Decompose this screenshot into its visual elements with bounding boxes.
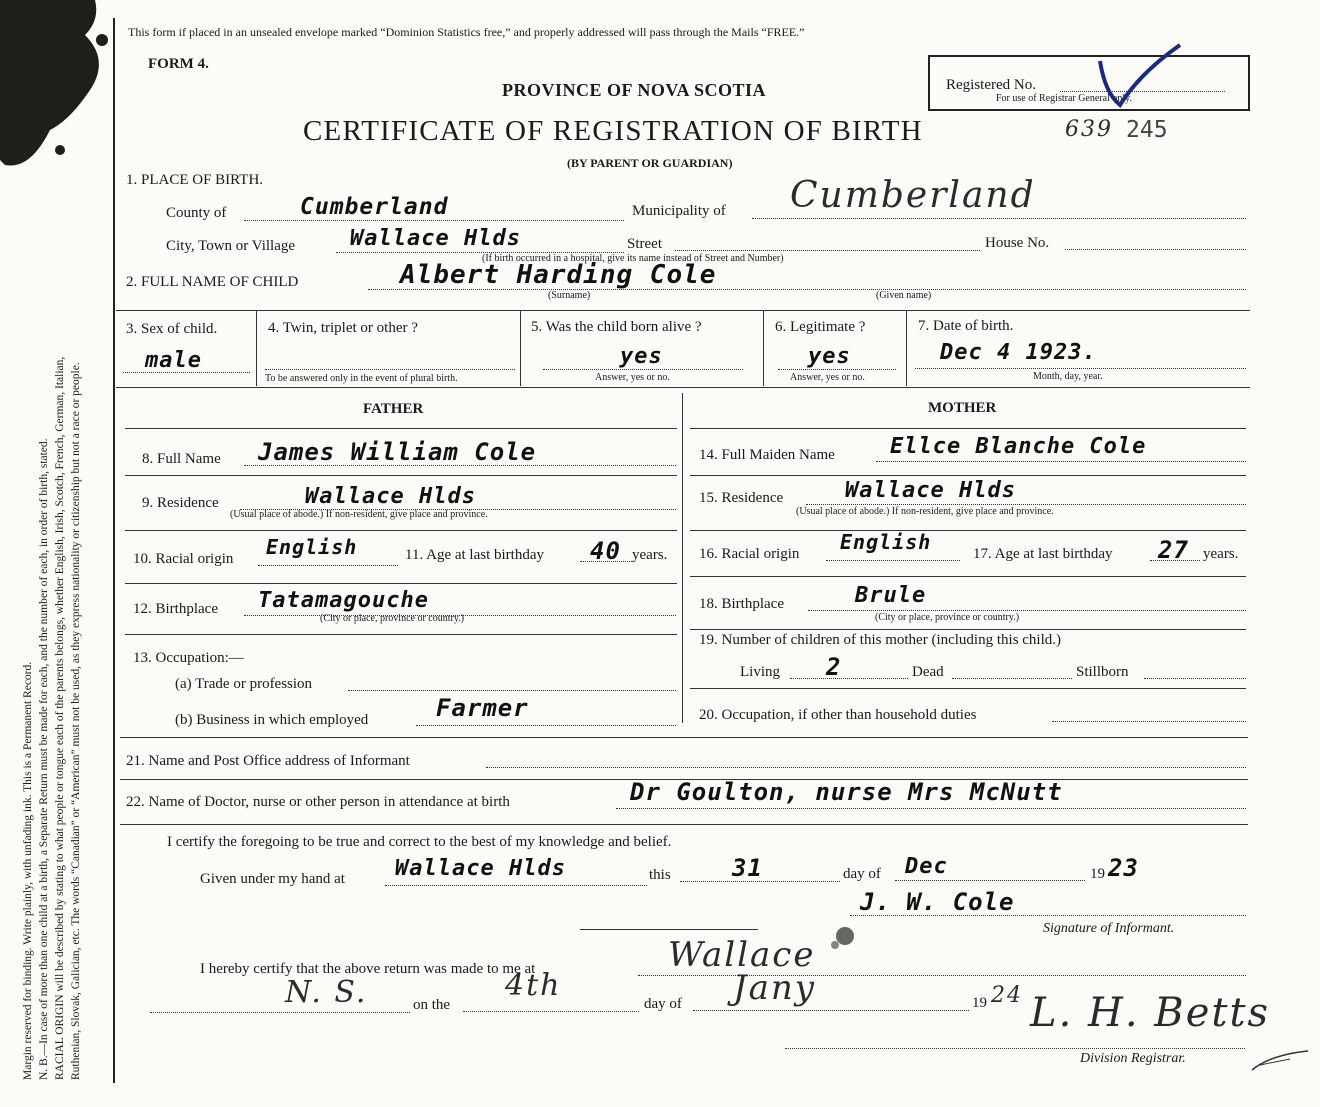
registration-note: For use of Registrar General only.: [996, 93, 1132, 104]
page-subtitle: (BY PARENT OR GUARDIAN): [567, 156, 733, 170]
father-race-label: 10. Racial origin: [133, 551, 234, 567]
pen-flourish: [1250, 1045, 1310, 1075]
twin-note: To be answered only in the event of plural birth.: [265, 373, 458, 384]
mother-children-label: 19. Number of children of this mother (including this child.): [699, 632, 1062, 648]
place-of-birth-heading: 1. PLACE OF BIRTH.: [126, 172, 264, 188]
father-occupation-label: 13. Occupation:—: [133, 650, 244, 666]
mother-living-label: Living: [740, 664, 780, 680]
registrar-day-value: 4th: [505, 968, 562, 1003]
registrar-signature: L. H. Betts: [1030, 990, 1271, 1036]
mother-birthplace-label: 18. Birthplace: [699, 596, 784, 612]
informant-label: 21. Name and Post Office address of Informant: [126, 753, 410, 769]
day-of-label: day of: [843, 866, 881, 882]
mother-residence-note: (Usual place of abode.) If non-resident, give place and province.: [796, 506, 1054, 517]
county-label: County of: [166, 205, 227, 221]
father-residence-value: Wallace Hlds: [305, 484, 476, 509]
father-business-label: (b) Business in which employed: [175, 712, 369, 728]
certification-statement: I certify the foregoing to be true and correct to the best of my knowledge and belief.: [167, 834, 672, 850]
legitimate-note: Answer, yes or no.: [790, 372, 865, 383]
mother-years-label: years.: [1203, 546, 1239, 562]
registrar-statement: I hereby certify that the above return was made to me at: [200, 961, 536, 977]
mother-residence-label: 15. Residence: [699, 490, 784, 506]
city-value: Wallace Hlds: [350, 226, 521, 251]
father-race-value: English: [266, 535, 358, 559]
father-birthplace-value: Tatamagouche: [258, 588, 429, 613]
margin-notes: [20, 20, 110, 1080]
father-residence-note: (Usual place of abode.) If non-resident, give place and province.: [230, 509, 488, 520]
surname-note: (Surname): [548, 290, 591, 301]
mother-age-value: 27: [1158, 536, 1189, 564]
mother-birthplace-note: (City or place, province or country.): [875, 612, 1020, 623]
given-label: Given under my hand at: [200, 871, 345, 887]
registration-box: [928, 55, 1250, 111]
city-label: City, Town or Village: [166, 238, 296, 254]
mother-age-label: 17. Age at last birthday: [973, 546, 1113, 562]
father-name-value: James William Cole: [258, 438, 537, 466]
dob-label: 7. Date of birth.: [918, 318, 1014, 334]
sex-value: male: [145, 348, 202, 373]
child-name-label: 2. FULL NAME OF CHILD: [126, 274, 299, 290]
registrar-place-value: Wallace: [668, 935, 816, 975]
year-prefix: 19: [1090, 866, 1105, 882]
registration-number: 245: [1126, 117, 1168, 143]
registrar-month-value: Jany: [733, 968, 817, 1008]
check-mark: [1080, 43, 1190, 113]
father-business-value: Farmer: [436, 694, 529, 722]
day-value: 31: [732, 854, 763, 882]
registrar-day-of-label: day of: [644, 996, 682, 1012]
signature-label: Signature of Informant.: [1043, 921, 1175, 936]
margin-note-4: Ruthenian, Slovak, Galician, etc. The words “Canadian” or “American” must not be used, as they express nationality or citizenship but not a race or people.: [70, 362, 82, 1080]
father-trade-label: (a) Trade or profession: [175, 676, 313, 692]
mother-residence-value: Wallace Hlds: [845, 478, 1016, 503]
dob-value: Dec 4 1923.: [940, 340, 1097, 365]
year-value: 23: [1108, 854, 1139, 882]
father-heading: FATHER: [363, 401, 424, 417]
father-birthplace-note: (City or place, province or country.): [320, 613, 465, 624]
registrar-year-value: 24: [991, 983, 1023, 1008]
municipality-value: Cumberland: [790, 175, 1036, 216]
father-age-value: 40: [590, 537, 621, 565]
registration-label: Registered No.: [946, 77, 1036, 93]
sex-label: 3. Sex of child.: [126, 321, 218, 337]
father-years-label: years.: [632, 547, 668, 563]
form-number: FORM 4.: [148, 56, 209, 72]
mother-birthplace-value: Brule: [855, 583, 927, 608]
mother-living-value: 2: [826, 653, 842, 681]
registrar-year-prefix: 19: [972, 995, 987, 1011]
this-label: this: [649, 867, 671, 883]
informant-signature: J. W. Cole: [860, 888, 1015, 916]
mother-dead-label: Dead: [912, 664, 944, 680]
alive-label: 5. Was the child born alive ?: [531, 319, 702, 335]
mother-race-label: 16. Racial origin: [699, 546, 800, 562]
registration-number-handwritten: 639: [1065, 117, 1113, 142]
legitimate-value: yes: [808, 344, 851, 369]
given-name-note: (Given name): [876, 290, 932, 301]
page-title: CERTIFICATE OF REGISTRATION OF BIRTH: [303, 115, 923, 147]
registrar-place-2: N. S.: [285, 975, 368, 1010]
mother-name-value: Ellce Blanche Cole: [890, 434, 1147, 459]
province-heading: PROVINCE OF NOVA SCOTIA: [502, 80, 767, 100]
mother-heading: MOTHER: [928, 400, 997, 416]
on-the-label: on the: [413, 997, 451, 1013]
mother-stillborn-label: Stillborn: [1076, 664, 1129, 680]
mother-occupation-label: 20. Occupation, if other than household duties: [699, 707, 977, 723]
mother-name-label: 14. Full Maiden Name: [699, 447, 835, 463]
county-value: Cumberland: [300, 194, 449, 220]
father-name-label: 8. Full Name: [142, 451, 221, 467]
house-label: House No.: [985, 235, 1050, 251]
margin-note-3: RACIAL ORIGIN will be described by stating to what people or tongue each of the parents belongs, whether English, Irish, Scotch, French, German, Italian,: [54, 356, 66, 1080]
father-birthplace-label: 12. Birthplace: [133, 601, 218, 617]
doctor-value: Dr Goulton, nurse Mrs McNutt: [630, 778, 1063, 806]
twin-label: 4. Twin, triplet or other ?: [268, 320, 418, 336]
hospital-note: (If birth occurred in a hospital, give its name instead of Street and Number): [482, 253, 784, 264]
ink-smudge: [825, 920, 865, 955]
doctor-label: 22. Name of Doctor, nurse or other person in attendance at birth: [126, 794, 510, 810]
legitimate-label: 6. Legitimate ?: [775, 319, 866, 335]
registrar-title: Division Registrar.: [1080, 1051, 1186, 1066]
municipality-label: Municipality of: [632, 203, 726, 219]
father-age-label: 11. Age at last birthday: [405, 547, 544, 563]
alive-value: yes: [620, 344, 663, 369]
margin-note-1: Margin reserved for binding. Write plainly, with unfading ink. This is a Permanent Record.: [22, 661, 34, 1080]
month-value: Dec: [905, 854, 948, 879]
header-notice: This form if placed in an unsealed envelope marked “Dominion Statistics free,” and properly addressed will pass through the Mails “FREE.”: [128, 25, 805, 39]
margin-note-2: N. B.—In case of more than one child at a birth, a Separate Return must be made for each, and the number of each, in order of birth, stated.: [38, 438, 50, 1080]
binding-border: [113, 18, 115, 1083]
child-name-value: Albert Harding Cole: [400, 260, 717, 290]
mother-race-value: English: [840, 530, 932, 554]
father-residence-label: 9. Residence: [142, 495, 219, 511]
street-label: Street: [627, 236, 662, 252]
alive-note: Answer, yes or no.: [595, 372, 670, 383]
given-place-value: Wallace Hlds: [395, 856, 566, 881]
dob-note: Month, day, year.: [1033, 371, 1103, 382]
